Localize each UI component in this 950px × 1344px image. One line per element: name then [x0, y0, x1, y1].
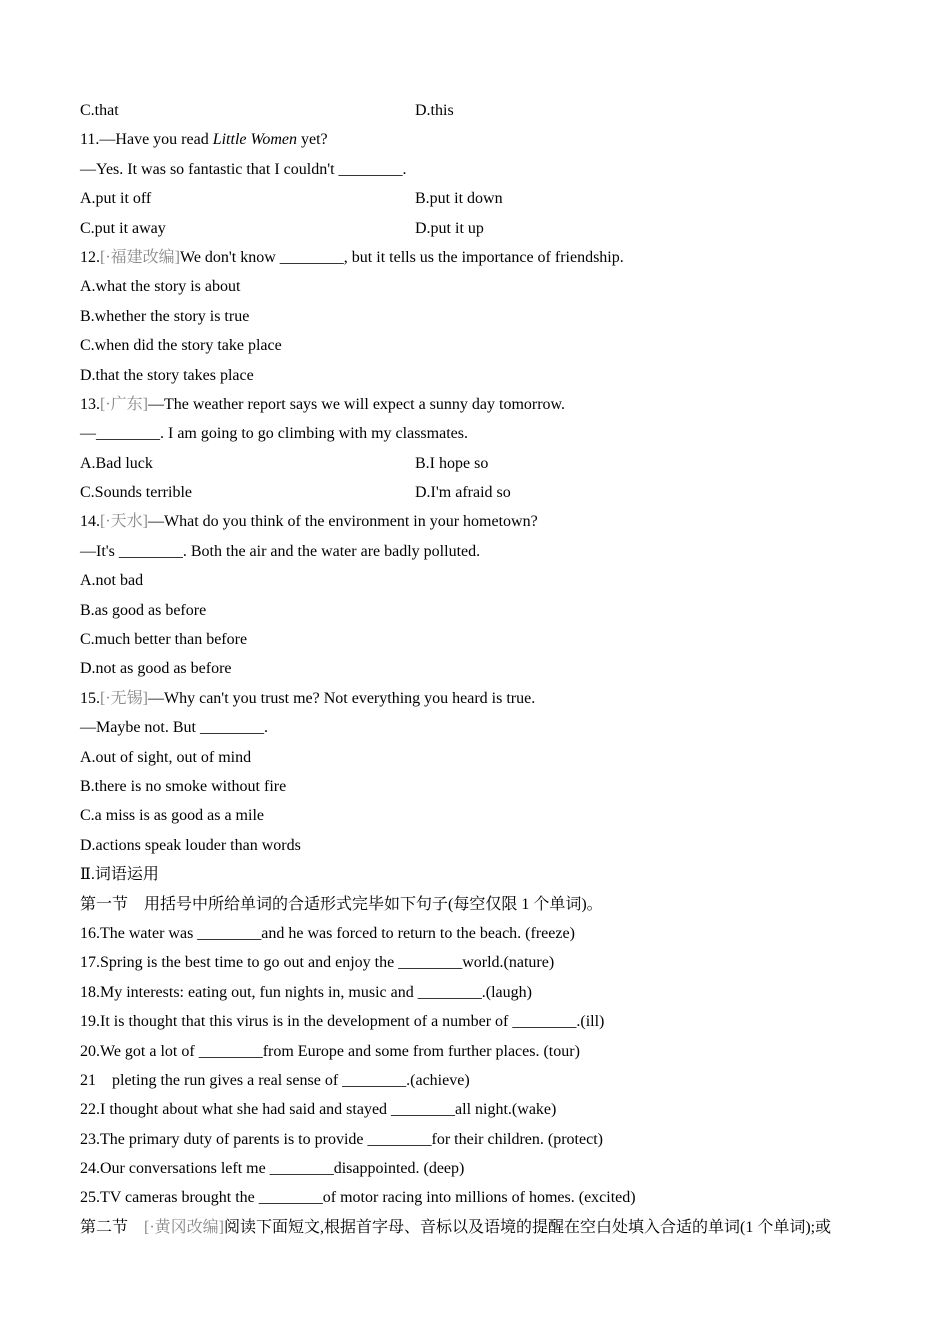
- fill-in-list: [80, 919, 880, 1213]
- q12-stem: [80, 243, 880, 272]
- question-number: 13.: [80, 395, 100, 413]
- q11-options-cd: [80, 214, 880, 243]
- q13-options-ab: [80, 449, 880, 478]
- document-page: [80, 96, 880, 1242]
- question-text: —The weather report says we will expect a sunny day tomorrow.: [148, 395, 566, 413]
- option-d: D.put it up: [415, 219, 484, 237]
- option-c: C.a miss is as good as a mile: [80, 807, 264, 825]
- section-part2-instruction: [80, 1213, 880, 1242]
- list-item: 21 pleting the run gives a real sense of ________.(achieve): [80, 1071, 470, 1089]
- section-part1-instruction: 第一节 用括号中所给单词的合适形式完毕如下句子(每空仅限 1 个单词)。: [80, 895, 603, 913]
- question-text: —Why can't you trust me? Not everything you heard is true.: [148, 689, 536, 707]
- list-item: 22.I thought about what she had said and stayed ________all night.(wake): [80, 1101, 557, 1119]
- option-a: A.not bad: [80, 572, 144, 590]
- source-tag: [·无锡]: [100, 689, 148, 707]
- list-item: 17.Spring is the best time to go out and enjoy the ________world.(nature): [80, 954, 555, 972]
- option-d: D.not as good as before: [80, 660, 232, 678]
- option-d: D.actions speak louder than words: [80, 836, 301, 854]
- source-tag: [·黄冈改编]: [144, 1218, 225, 1236]
- option-c: C.Sounds terrible: [80, 484, 192, 502]
- option-a: A.Bad luck: [80, 454, 153, 472]
- q14-stem: [80, 507, 880, 536]
- option-c: C.when did the story take place: [80, 337, 282, 355]
- q15-stem: [80, 684, 880, 713]
- q15-answer: —Maybe not. But ________.: [80, 719, 268, 737]
- list-item: 25.TV cameras brought the ________of motor racing into millions of homes. (excited): [80, 1189, 636, 1207]
- list-item: 18.My interests: eating out, fun nights in, music and ________.(laugh): [80, 983, 532, 1001]
- option-d: D.that the story takes place: [80, 366, 254, 384]
- option-a: A.out of sight, out of mind: [80, 748, 252, 766]
- q11-stem: [80, 125, 880, 154]
- question-number: 15.: [80, 689, 100, 707]
- source-tag: [·福建改编]: [100, 248, 180, 266]
- q14-answer: —It's ________. Both the air and the water are badly polluted.: [80, 542, 481, 560]
- part2-text: 阅读下面短文,根据首字母、音标以及语境的提醒在空白处填入合适的单词(1 个单词);或: [224, 1218, 832, 1236]
- option-a: A.put it off: [80, 190, 152, 208]
- list-item: 16.The water was ________and he was forced to return to the beach. (freeze): [80, 924, 575, 942]
- q11-stem-suffix: yet?: [297, 131, 328, 149]
- option-b: B.there is no smoke without fire: [80, 777, 287, 795]
- option-b: B.put it down: [415, 190, 503, 208]
- option-d: D.I'm afraid so: [415, 484, 511, 502]
- option-c: C.much better than before: [80, 631, 248, 649]
- q10-options-cd: [80, 96, 880, 125]
- question-text: We don't know ________, but it tells us the importance of friendship.: [180, 248, 624, 266]
- question-number: 12.: [80, 248, 100, 266]
- q13-options-cd: [80, 478, 880, 507]
- option-b: B.I hope so: [415, 454, 489, 472]
- q13-answer: —________. I am going to go climbing with my classmates.: [80, 425, 468, 443]
- q11-answer: —Yes. It was so fantastic that I couldn't ________.: [80, 160, 407, 178]
- list-item: 23.The primary duty of parents is to provide ________for their children. (protect): [80, 1130, 603, 1148]
- q11-stem-prefix: 11.—Have you read: [80, 131, 213, 149]
- list-item: 20.We got a lot of ________from Europe and some from further places. (tour): [80, 1042, 580, 1060]
- part2-label: 第二节: [80, 1218, 145, 1236]
- option-b: B.as good as before: [80, 601, 207, 619]
- option-c: C.put it away: [80, 219, 166, 237]
- question-number: 14.: [80, 513, 100, 531]
- source-tag: [·广东]: [100, 395, 148, 413]
- option-c: C.that: [80, 102, 119, 119]
- source-tag: [·天水]: [100, 513, 148, 531]
- q13-stem: [80, 390, 880, 419]
- list-item: 24.Our conversations left me ________disappointed. (deep): [80, 1160, 465, 1178]
- option-a: A.what the story is about: [80, 278, 241, 296]
- question-text: —What do you think of the environment in your hometown?: [148, 513, 538, 531]
- option-b: B.whether the story is true: [80, 307, 250, 325]
- book-title: Little Women: [212, 131, 297, 149]
- list-item: 19.It is thought that this virus is in the development of a number of ________.(ill): [80, 1013, 605, 1031]
- option-d: D.this: [415, 102, 454, 119]
- q11-options-ab: [80, 184, 880, 213]
- section-title: Ⅱ.词语运用: [80, 866, 159, 884]
